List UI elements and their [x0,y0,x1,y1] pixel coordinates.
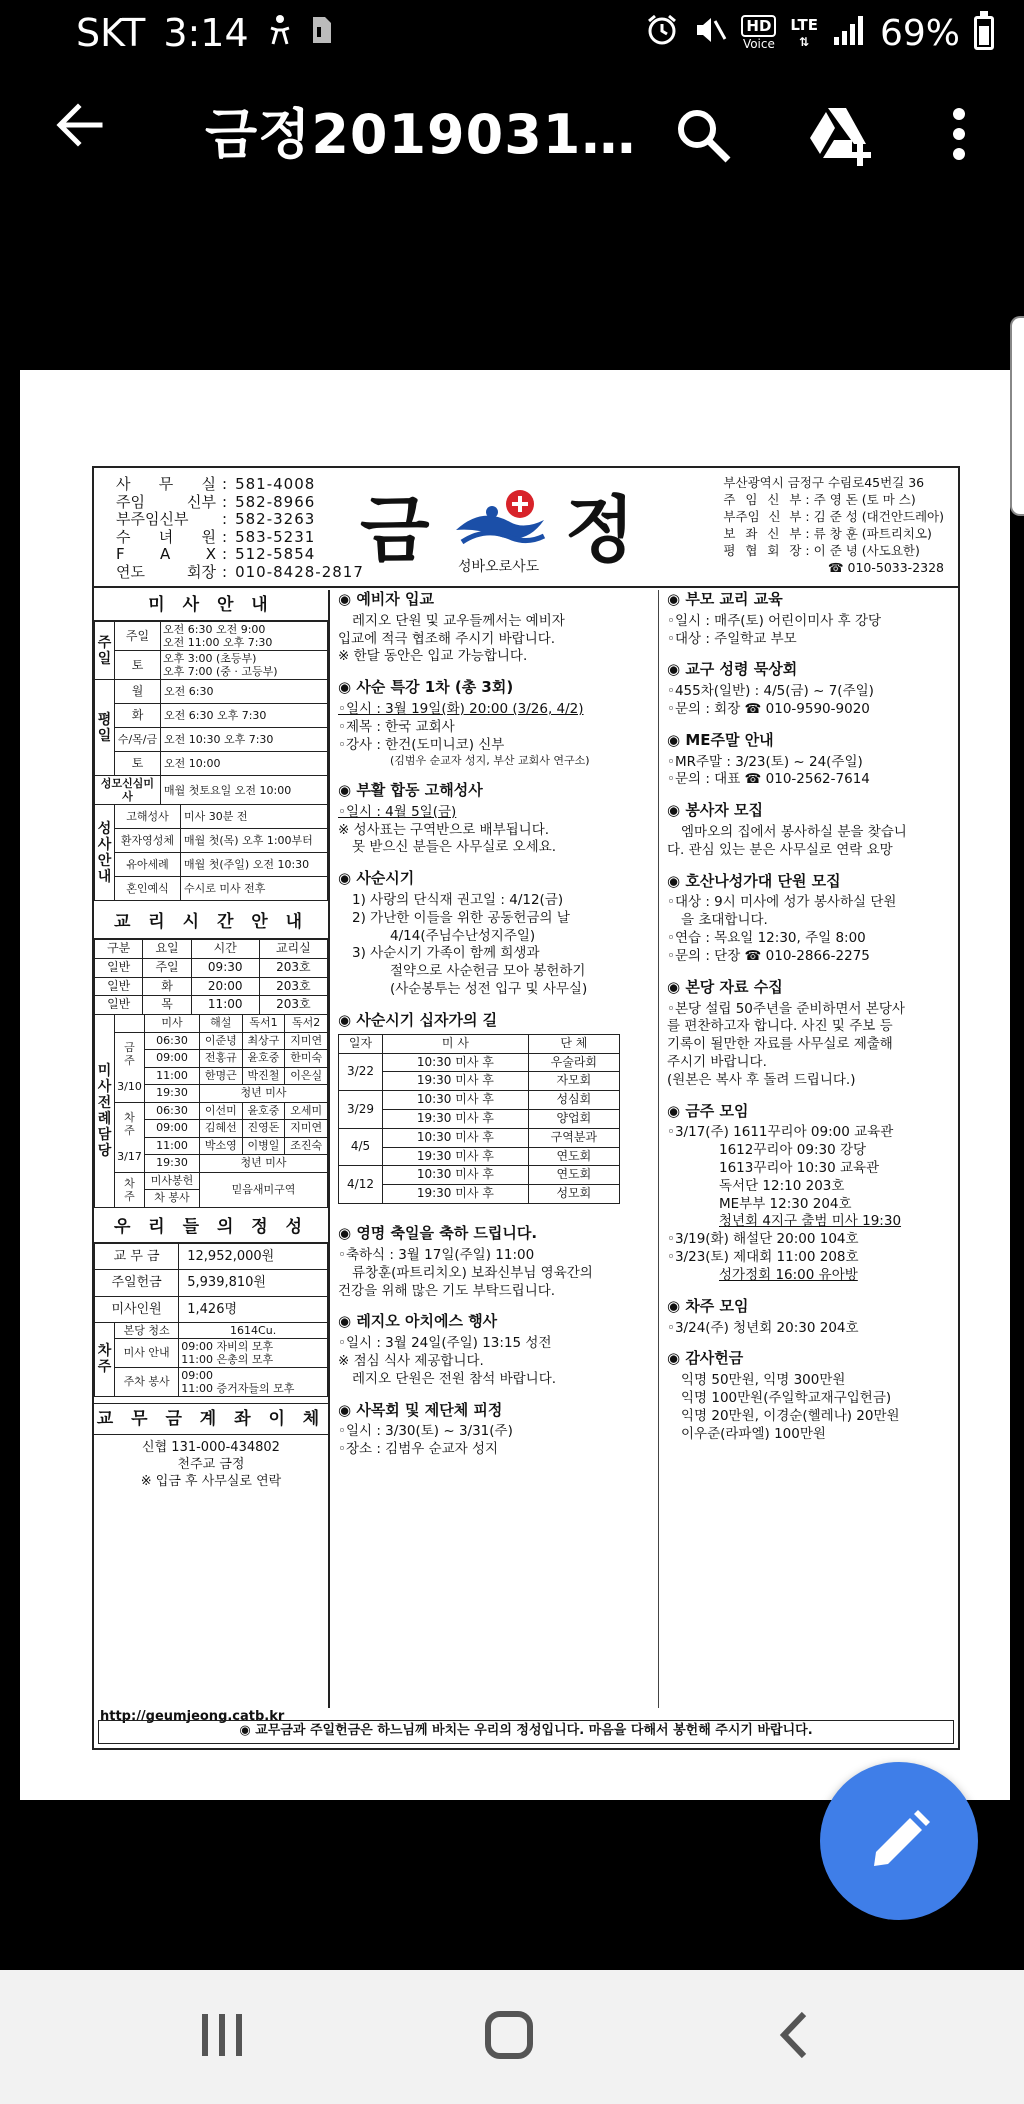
right-column [658,590,958,1708]
parish-role: 부주임 신 부 [723,509,802,524]
way-of-cross-table: 일자 미 사 단 체 3/22 10:30 미사 후 우술라회 19:30 미사 후 자모회 3/29 10:30 미사 후 성심회 19:30 미사 후 양업회 4/5 10:30 미사 후 구역분과 19:30 미사 후 연도회 4/12 10:30 미사 후 연도회 19:30 미사 후 성모회 [338,1034,620,1204]
parish-role: 주 임 신 부 [723,492,802,507]
accessibility-icon [267,14,293,53]
parish-logo-icon [452,486,552,556]
nav-back-icon[interactable] [776,2010,812,2064]
parish-row: 주 임 신 부 : 주 영 돈 (토 마 스) [723,492,916,507]
parish-person: 이 준 녕 (사도요한) [813,543,920,558]
section-this-week: ◉ 금주 모임 ◦3/17(주) 1611꾸리아 09:00 교육관 1612꾸리아 09:30 강당 1613꾸리아 10:30 교육관 독서단 12:10 203호 ME부부 12:30 204호 청년회 4지구 출범 미사 19:30 ◦3/19(화) 해설단 20:00 104호 ◦3/23(토) 제대회 11:00 208호 성가정회 16:00 유아방 [667,1102,958,1285]
transfer-title: 교 무 금 계 좌 이 체 [94,1403,328,1435]
footer-note: ◉ 교무금과 주일헌금은 하느님께 바치는 우리의 정성입니다. 마음을 다해서 봉헌해 주시기 바랍니다. [98,1720,954,1744]
app-bar [0,66,1024,186]
transfer-info: 신협 131-000-434802 천주교 금정 ※ 입금 후 사무실로 연락 [140,1440,282,1490]
offering-title: 우 리 들 의 정 성 [94,1212,328,1243]
contact-label: 연도 회장 [116,562,216,581]
weekday-label: 평 일 [95,680,115,776]
contact-row: 사 무 실 : 581-4008 [116,475,316,493]
document-viewer[interactable] [0,186,1024,1970]
edit-icon [864,1806,934,1876]
search-icon[interactable] [674,106,734,166]
parish-person: 류 창 훈 (파트리치오) [813,526,932,541]
battery-icon [974,16,994,50]
office-contacts [116,476,364,581]
parish-row: 보 좌 신 부 : 류 창 훈 (파트리치오) [723,526,932,541]
section-acies: ◉ 레지오 아치에스 행사 ◦일시 : 3월 24일(주일) 13:15 성전 ※ 점심 식사 제공합니다. 레지오 단원은 전원 참석 바랍니다. [338,1312,646,1388]
mass-title: 미 사 안 내 [94,590,328,621]
section-lent: ◉ 사순시기 1) 사랑의 단식재 권고일 : 4/12(금) 2) 가난한 이들을 위한 공동헌금의 날 4/14(주님수난성지주일) 3) 사순시기 가족이 함께 희생과 절약으로 사순헌금 모아 봉헌하기 (사순봉투는 성전 입구 및 사무실) [338,869,646,999]
home-icon[interactable] [484,2010,534,2064]
signal-icon [832,13,866,54]
contact-value: 512-5854 [235,545,316,563]
contact-label: 주임 신부 [116,492,216,511]
liturgy-duty-label: 미 사 전 례 담 당 [95,1015,115,1208]
next-week-label: 차 주 [95,1322,115,1396]
drive-add-icon[interactable] [808,106,872,166]
parish-role: 보 좌 신 부 [723,526,802,541]
status-bar [0,0,1024,66]
parish-person: 김 준 성 (대건안드레아) [813,509,944,524]
back-arrow-icon[interactable] [48,92,114,158]
offering-table: 교 무 금 12,952,000원 주일헌금 5,939,810원 미사인원 1,426명 차 주 본당 청소 1614Cu. 미사 안내 09:00 자비의 모후 11:00 은총의 모후 주차 봉사 09:00 11:00 증거자들의 모후 [94,1243,328,1396]
hd-voice-indicator: HD Voice [742,17,775,51]
parish-address: 부산광역시 금정구 수림로45번길 36 [723,475,925,490]
sim-notification-icon [311,15,333,52]
brand-right: 정 [565,487,635,572]
sacrament-table: 성 사 안 내 고해성사 미사 30분 전 환자영성체 매월 첫(목) 오후 1:00부터 유아세례 매월 첫(주일) 오전 10:30 혼인예식 수시로 미사 전후 [94,804,328,901]
contact-row: 주임 신부 : 582-8966 [116,492,316,511]
contact-row: F A X : 512-5854 [116,545,316,563]
section-feast: ◉ 영명 축일을 축하 드립니다. ◦축하식 : 3월 17일(주일) 11:00 류창훈(파트리치오) 보좌신부님 영육간의 건강을 위해 많은 기도 부탁드립니다. [338,1224,646,1300]
contact-value: 582-3263 [235,510,316,528]
contact-value: 582-8966 [235,492,316,511]
section-thanksgiving: ◉ 감사헌금 익명 50만원, 익명 300만원 익명 100만원(주일학교재구입헌금) 익명 20만원, 이경순(헬레나) 20만원 이우준(라파엘) 100만원 [667,1349,958,1443]
parish-url: http://geumjeong.catb.kr [100,1709,285,1724]
contact-row: 부주임신부 : 582-3263 [116,510,316,528]
masthead [94,468,958,588]
edit-fab-button[interactable] [820,1762,978,1920]
section-archives: ◉ 본당 자료 수집 ◦본당 설립 50주년을 준비하면서 본당사 를 편찬하고자 합니다. 사진 및 주보 등 기록이 될만한 자료를 사무실로 제출해 주시기 바랍니다. (원본은 복사 후 돌려 드립니다.) [667,978,958,1090]
contact-value: 010-8428-2817 [235,562,364,581]
contact-row: 수 녀 원 : 583-5231 [116,527,316,546]
contact-row: 연도 회장 : 010-8428-2817 [116,562,364,581]
contact-label: F A X [116,545,216,563]
battery-percent: 69% [879,12,960,54]
mute-icon [693,13,727,54]
scroll-handle[interactable] [1010,316,1024,516]
section-volunteers: ◉ 봉사자 모집 엠마오의 집에서 봉사하실 분을 찾습니 다. 관심 있는 분은 사무실로 연락 요망 [667,801,958,859]
section-catechumen: ◉ 예비자 입교 레지오 단원 및 교우들께서는 예비자 입교에 적극 협조해 주시기 바랍니다. ※ 한달 동안은 입교 가능합니다. [338,590,646,666]
church-bulletin [92,466,960,1750]
liturgy-duty-table: 미 사 전 례 담 당 미사 해설 독서1 독서2 금 주 3/10 06:30 이준녕 최상구 지미연 09:00 전홍규 윤호중 한미숙 11:00 한명근 박진철 이은실 19:30 청년 미사 차 주 3/17 06:30 이선미 윤호중 오세미 09:00 김혜선 진영돈 지미연 11:00 박소영 이병일 조진숙 19:30 청년 미사 차 주 미사봉헌 믿음새미구역 차 봉사 [94,1014,328,1208]
section-way-of-cross: ◉ 사순시기 십자가의 길 일자 미 사 단 체 3/22 10:30 미사 후 우술라회 19:30 미사 후 자모회 3/29 10:30 미사 후 성심회 19:30 미사 후 양업회 4/5 10:30 미사 후 구역분과 19:30 미사 후 연도회 4/12 10:30 미사 후 연도회 19:30 미사 후 성모회 [338,1011,646,1204]
sunday-label: 주 일 [95,622,115,680]
section-retreat: ◉ 사목회 및 제단체 피정 ◦일시 : 3/30(토) ~ 3/31(주) ◦장소 : 김범우 순교자 성지 [338,1401,646,1459]
recents-icon[interactable] [200,2010,244,2064]
brand [360,478,660,578]
brand-left: 금 [360,487,430,572]
section-me-weekend: ◉ ME주말 안내 ◦MR주말 : 3/23(토) ~ 24(주일) ◦문의 : 대표 ☎ 010-2562-7614 [667,731,958,789]
section-parent-catechism: ◉ 부모 교리 교육 ◦일시 : 매주(토) 어린이미사 후 강당 ◦대상 : 주일학교 부모 [667,590,958,648]
sacrament-label: 성 사 안 내 [95,805,115,901]
section-choir: ◉ 호산나성가대 단원 모집 ◦대상 : 9시 미사에 성가 봉사하실 단원 을 초대합니다. ◦연습 : 목요일 12:30, 주일 8:00 ◦문의 : 단장 ☎ 010-2866-2275 [667,872,958,966]
parish-info [723,474,944,576]
parish-row: 평 협 회 장 : 이 준 녕 (사도요한) [723,543,920,558]
parish-role: 평 협 회 장 [723,543,802,558]
mass-table: 주 일 주일 오전 6:30 오전 9:00 오전 11:00 오후 7:30 토 오후 3:00 (초등부) 오후 7:00 (중 · 고등부) 평 일 월 오전 6:30 화 오전 6:30 오후 7:30 수/목/금 오전 10:30 오후 7:30 토 오전 10:00 성모신심미사 매월 첫토요일 오전 10:00 [94,621,328,805]
parish-subtitle: 성바오로사도 [458,559,540,575]
middle-column [338,590,646,1471]
system-nav-bar [0,1970,1024,2104]
carrier-label: SKT [76,11,146,55]
contact-value: 581-4008 [235,475,316,493]
section-confession: ◉ 부활 합동 고해성사 ◦일시 : 4월 5일(금) ※ 성사표는 구역반으로 배부됩니다. 못 받으신 분들은 사무실로 오세요. [338,781,646,857]
catechism-table: 구분 요일 시간 교리실 일반 주일 09:30 203호 일반 화 20:00 203호 일반 목 11:00 203호 [94,939,328,1015]
parish-person: 주 영 돈 (토 마 스) [813,492,916,507]
contact-label: 사 무 실 [116,475,216,493]
section-next-week: ◉ 차주 모임 ◦3/24(주) 청년회 20:30 204호 [667,1297,958,1338]
section-lent-lecture: ◉ 사순 특강 1차 (총 3회) ◦일시 : 3월 19일(화) 20:00 (3/26, 4/2) ◦제목 : 한국 교회사 ◦강사 : 한건(도미니코) 신부 (김범우 순교자 성지, 부산 교회사 연구소) [338,678,646,769]
parish-phone: ☎ 010-5033-2328 [827,560,944,575]
alarm-icon [645,13,679,54]
catechism-title: 교 리 시 간 안 내 [94,907,328,938]
document-page[interactable] [20,370,1010,1800]
section-holy-spirit: ◉ 교구 성령 묵상회 ◦455차(일반) : 4/5(금) ~ 7(주일) ◦문의 : 회장 ☎ 010-9590-9020 [667,660,958,718]
contact-label: 부주임신부 [116,510,189,528]
left-column [94,590,330,1708]
contact-label: 수 녀 원 [116,527,216,546]
clock: 3:14 [163,11,249,55]
document-title: 금정2019031… [205,103,637,166]
contact-value: 583-5231 [235,527,316,546]
parish-row: 부주임 신 부 : 김 준 성 (대건안드레아) [723,509,944,524]
more-vert-icon[interactable] [944,106,974,166]
lte-indicator: LTE ⇅ [790,15,818,49]
